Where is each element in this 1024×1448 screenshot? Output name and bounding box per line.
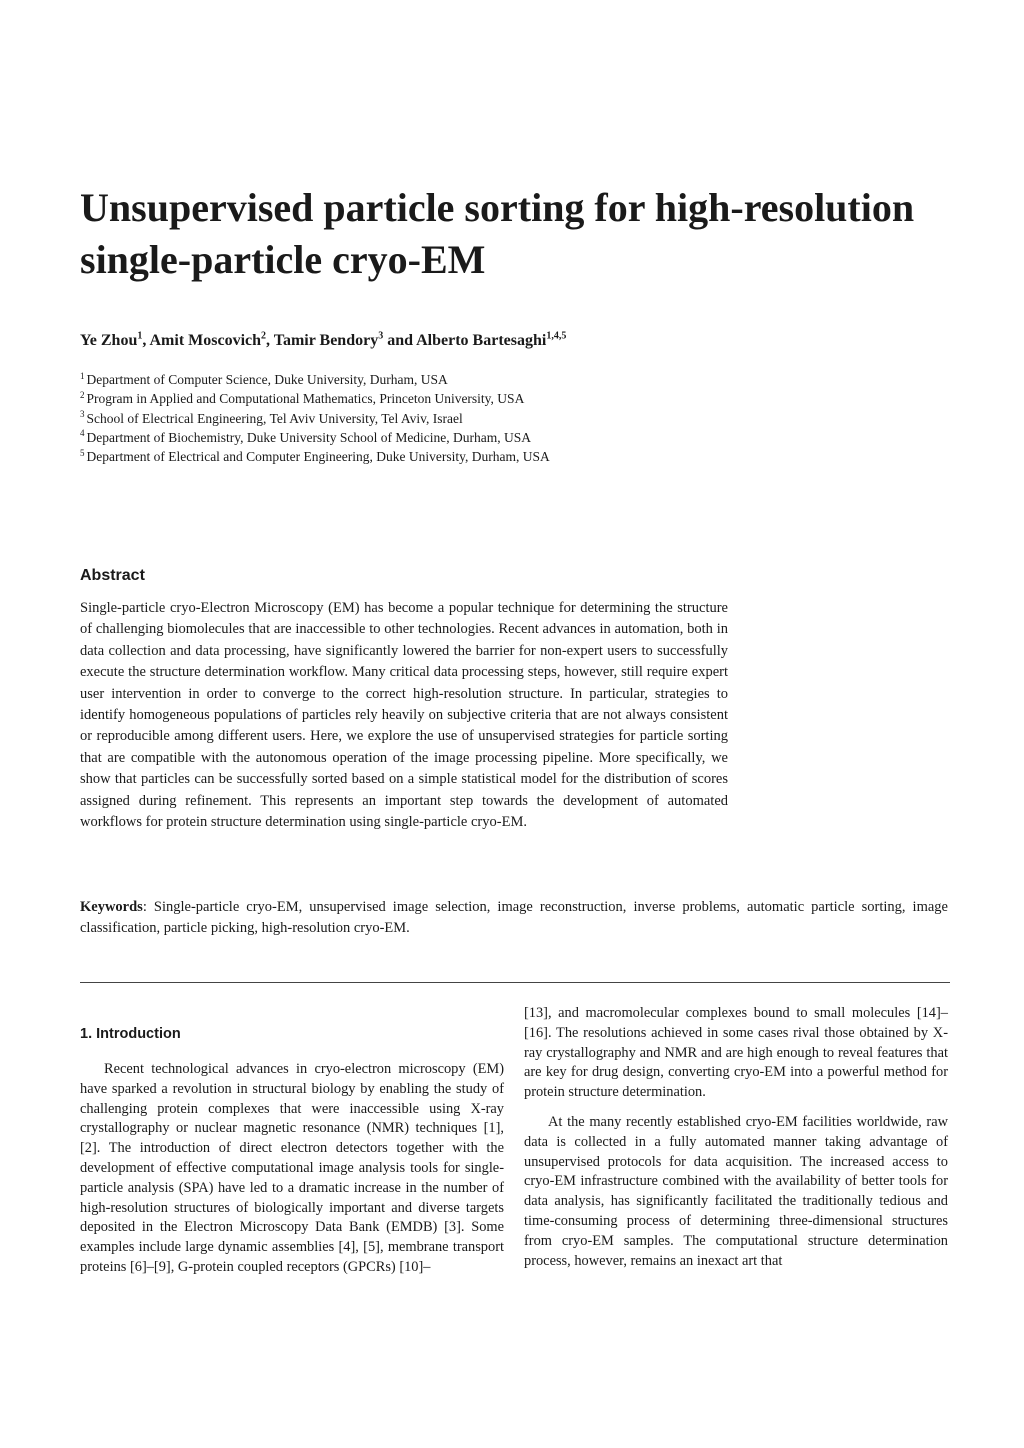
introduction-heading: 1. Introduction (80, 1026, 181, 1042)
keywords (80, 897, 948, 939)
affiliation-text: Department of Electrical and Computer Engineering, Duke University, Durham, USA (86, 449, 550, 465)
author-separator: and (383, 332, 417, 349)
affiliation-number: 2 (80, 389, 85, 400)
affiliation-text: Program in Applied and Computational Mathematics, Princeton University, USA (86, 391, 525, 407)
affiliation-text: Department of Biochemistry, Duke University School of Medicine, Durham, USA (86, 429, 532, 445)
introduction-paragraph: Recent technological advances in cryo-electron microscopy (EM) have sparked a revolution in structural biology by enabling the study of challenging protein complexes that were inaccessible using X-ray crystallography or nuclear magnetic resonance (NMR) techniques [1], [2]. The introduction of direct electron detectors together with the development of effective computational image analysis tools for single-particle analysis (SPA) have led to a dramatic increase in the number of high-resolution structures of biologically important and diverse targets deposited in the Electron Microscopy Data Bank (EMDB) [3]. Some examples include large dynamic assemblies [4], [5], membrane transport proteins [6]–[9], G-protein coupled receptors (GPCRs) [10]– (80, 1061, 504, 1275)
affiliation-number: 1 (80, 370, 85, 381)
affiliation-item (80, 447, 960, 466)
affiliation-text: School of Electrical Engineering, Tel Aviv University, Tel Aviv, Israel (86, 410, 463, 426)
author-affiliation-mark: 2 (261, 330, 267, 342)
author-affiliation-mark: 1,4,5 (546, 330, 567, 342)
author-separator: , (266, 332, 274, 349)
affiliation-number: 5 (80, 447, 85, 458)
affiliation-text: Department of Computer Science, Duke University, Durham, USA (86, 372, 448, 387)
affiliation-item (80, 409, 960, 428)
author-affiliation-mark: 1 (137, 330, 143, 342)
abstract-heading: Abstract (80, 567, 145, 584)
abstract-text: Single-particle cryo-Electron Microscopy (EM) has become a popular technique for determining the structure of challenging biomolecules that are inaccessible to other technologies. Recent advances in automation, both in data collection and data processing, have significantly lowered the barrier for non-expert users to successfully execute the structure determination workflow. Many critical data processing steps, however, still require expert user intervention in order to converge to the correct high-resolution structure. In particular, strategies to identify homogeneous populations of particles rely heavily on subjective criteria that are not always consistent or reproducible among different users. Here, we explore the use of unsupervised strategies for particle sorting that are compatible with the autonomous operation of the image processing pipeline. More specifically, we show that particles can be successfully sorted based on a simple statistical model for the distribution of scores assigned during refinement. This represents an important step towards the development of automated workflows for protein structure determination using single-particle cryo-EM. (80, 600, 728, 831)
affiliation-item (80, 428, 960, 447)
author-name: Ye Zhou (80, 332, 138, 349)
affiliation-number: 3 (80, 409, 85, 420)
affiliation-item (80, 389, 960, 408)
section-divider (80, 982, 950, 983)
author-list (80, 330, 960, 352)
affiliation-item (80, 370, 960, 389)
author-name: Tamir Bendory (273, 332, 379, 349)
keywords-label: Keywords (80, 899, 143, 915)
author-name: Amit Moscovich (149, 332, 262, 349)
left-column (80, 1020, 504, 1278)
introduction-paragraph: At the many recently established cryo-EM facilities worldwide, raw data is collected in a fully automated manner taking advantage of unsupervised protocols for data acquisition. The increased access to cryo-EM infrastructure combined with the availability of better tools for data analysis, has significantly facilitated the traditionally tedious and time-consuming process of determining three-dimensional structures from cryo-EM samples. The computational structure determination process, however, remains an inexact art that (524, 1113, 948, 1269)
paper-title: Unsupervised particle sorting for high-resolution single-particle cryo-EM (80, 185, 915, 282)
affiliation-list (80, 370, 960, 466)
author-separator: , (142, 332, 150, 349)
right-column (524, 1004, 948, 1271)
author-name: Alberto Bartesaghi (416, 332, 547, 349)
introduction-paragraph: [13], and macromolecular complexes bound to small molecules [14]–[16]. The resolutions achieved in some cases rival those obtained by X-ray crystallography and NMR and are high enough to reveal features that are key for drug design, converting cryo-EM into a powerful method for protein structure determination. (524, 1005, 948, 1101)
affiliation-number: 4 (80, 428, 85, 439)
keywords-text: : Single-particle cryo-EM, unsupervised image selection, image reconstruction, inverse problems, automatic particle sorting, image classification, particle picking, high-resolution cryo-EM. (80, 899, 948, 936)
author-affiliation-mark: 3 (378, 330, 384, 342)
